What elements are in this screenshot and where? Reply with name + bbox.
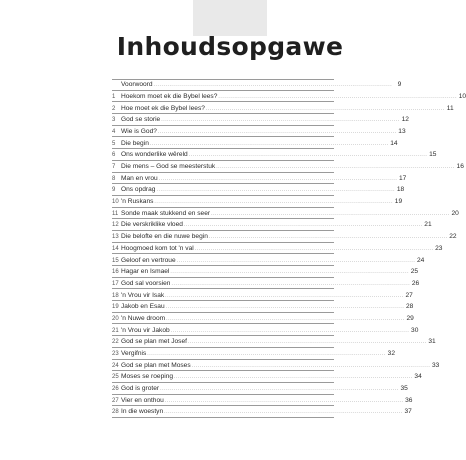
toc-dot-leader: ........................................................................................................................ (191, 362, 431, 369)
toc-dot-leader: ........................................................................................................................ (170, 327, 410, 334)
toc-chapter-title: In die woestyn (121, 408, 164, 416)
toc-row (112, 79, 402, 91)
toc-dot-leader: ........................................................................................................................ (147, 351, 386, 357)
toc-chapter-title: God se plan met Josef (121, 338, 187, 346)
toc-chapter-title: 'n Nuwe droom (121, 314, 166, 322)
toc-page-number: 27 (405, 291, 413, 299)
toc-page-number: 14 (390, 139, 398, 147)
toc-row (112, 196, 403, 208)
toc-chapter-title: God is groter (121, 385, 160, 393)
toc-chapter-title: Voorwoord (121, 81, 153, 89)
toc-row (112, 137, 398, 149)
toc-row (112, 383, 408, 395)
toc-chapter-number: 1 (112, 93, 116, 100)
toc-chapter-title: Sonde maak stukkend en seer (121, 209, 211, 217)
toc-dot-leader: ........................................................................................................................ (165, 304, 405, 311)
toc-chapter-title: Hoogmoed kom tot 'n val (121, 244, 194, 252)
toc-row (112, 371, 422, 383)
toc-page-number: 34 (414, 373, 422, 381)
toc-chapter-number: 26 (112, 386, 119, 393)
toc-chapter-number: 24 (112, 362, 119, 369)
toc-row (112, 360, 440, 372)
toc-page-number: 22 (449, 233, 457, 241)
toc-row (112, 348, 395, 360)
toc-row (112, 266, 419, 278)
toc-chapter-title: Wie is God? (121, 127, 157, 135)
toc-row (112, 278, 420, 290)
toc-chapter-title: Geloof en vertroue (121, 256, 176, 264)
toc-chapter-title: Man en vrou (121, 174, 158, 182)
toc-page-number: 17 (399, 174, 407, 182)
toc-page-number: 31 (428, 338, 436, 346)
table-of-contents (112, 79, 466, 418)
toc-page-number: 32 (387, 350, 395, 357)
toc-chapter-number: 19 (112, 304, 119, 311)
toc-chapter-number: 9 (112, 187, 116, 194)
toc-row (112, 173, 407, 185)
toc-dot-leader: ........................................................................................................................ (153, 82, 393, 89)
toc-chapter-title: God se plan met Moses (121, 361, 191, 369)
toc-row (112, 336, 436, 348)
toc-chapter-number: 28 (112, 409, 119, 416)
toc-chapter-title: Jakob en Esau (121, 303, 165, 311)
toc-chapter-title: 'n Vrou vir Jakob (121, 326, 170, 334)
toc-chapter-title: Die verskriklike vloed (121, 221, 183, 229)
toc-dot-leader: ........................................................................................................................ (161, 117, 400, 124)
toc-page-number: 19 (394, 198, 403, 206)
toc-chapter-title: Ons opdrag (121, 186, 156, 194)
toc-page-number: 37 (404, 408, 412, 416)
toc-row (112, 184, 405, 196)
toc-row (112, 313, 414, 325)
toc-page-number: 29 (406, 314, 414, 322)
toc-page-number: 30 (411, 326, 419, 334)
toc-chapter-number: 21 (112, 327, 119, 334)
toc-dot-leader: ........................................................................................................................ (188, 152, 428, 159)
toc-chapter-title: 'n Ruskans (121, 198, 154, 206)
toc-row (112, 289, 413, 301)
toc-dot-leader: ........................................................................................................................ (194, 245, 434, 252)
toc-dot-leader: ........................................................................................................................ (187, 339, 427, 346)
toc-dot-leader: ........................................................................................................................ (205, 105, 445, 112)
toc-page-number: 11 (446, 104, 454, 112)
toc-dot-leader: ........................................................................................................................ (183, 222, 423, 229)
toc-chapter-number: 15 (112, 257, 119, 264)
toc-page-number: 16 (456, 163, 464, 170)
toc-page-number: 28 (405, 303, 414, 311)
toc-page-number: 35 (400, 385, 408, 393)
toc-row (112, 149, 437, 161)
toc-dot-leader: ........................................................................................................................ (176, 257, 416, 264)
toc-chapter-number: 5 (112, 140, 116, 147)
toc-page-number: 25 (410, 268, 419, 276)
toc-chapter-number: 11 (112, 210, 119, 217)
toc-chapter-number: 25 (112, 374, 119, 381)
toc-row (112, 324, 419, 336)
toc-dot-leader: ........................................................................................................................ (171, 280, 411, 287)
toc-chapter-number: 2 (112, 105, 116, 112)
toc-row (112, 231, 457, 243)
toc-dot-leader: ........................................................................................................................ (165, 292, 404, 299)
toc-page-number: 15 (429, 151, 437, 159)
toc-chapter-number: 6 (112, 152, 116, 159)
toc-chapter-number: 27 (112, 397, 119, 404)
toc-dot-leader: ........................................................................................................................ (164, 409, 403, 416)
toc-chapter-title: God se storie (121, 116, 161, 124)
toc-chapter-title: Moses se roeping (121, 373, 174, 381)
toc-dot-leader: ........................................................................................................................ (158, 175, 398, 182)
toc-chapter-number: 7 (112, 164, 116, 170)
toc-chapter-title: Hoekom moet ek die Bybel lees? (121, 92, 218, 100)
toc-dot-leader: ........................................................................................................................ (208, 234, 448, 241)
toc-chapter-number: 4 (112, 128, 116, 135)
toc-chapter-number: 10 (112, 199, 119, 206)
toc-page-number: 12 (401, 116, 409, 124)
toc-row (112, 102, 454, 114)
toc-dot-leader: ........................................................................................................................ (160, 386, 399, 393)
toc-chapter-title: Die belofte en die nuwe begin (121, 233, 208, 241)
toc-page-number: 36 (405, 396, 413, 404)
toc-dot-leader: ........................................................................................................................ (166, 315, 405, 322)
toc-row (112, 301, 414, 313)
toc-chapter-number: 22 (112, 339, 119, 346)
toc-chapter-number: 17 (112, 280, 119, 287)
toc-chapter-number: 16 (112, 269, 119, 276)
toc-page-number: 26 (411, 279, 420, 287)
toc-chapter-number: 20 (112, 315, 119, 322)
toc-chapter-title: Vier en onthou (121, 396, 164, 404)
toc-page-number: 23 (435, 244, 443, 252)
toc-row (112, 406, 412, 418)
toc-dot-leader: ........................................................................................................................ (156, 187, 396, 194)
toc-page-number: 20 (451, 209, 459, 217)
toc-row (112, 395, 413, 407)
page-title: Inhoudsopgawe (116, 32, 344, 61)
toc-chapter-title: God sal voorsien (121, 279, 171, 287)
toc-dot-leader: ........................................................................................................................ (157, 128, 397, 135)
toc-chapter-title: 'n Vrou vir Isak (121, 291, 165, 299)
page-tab-decoration (193, 0, 267, 36)
toc-page-number: 18 (396, 186, 405, 194)
toc-dot-leader: ........................................................................................................................ (170, 269, 410, 276)
toc-dot-leader: ........................................................................................................................ (218, 93, 458, 100)
toc-chapter-title: Die mens – God se meesterstuk (121, 163, 216, 170)
toc-page-number: 9 (397, 81, 402, 89)
toc-chapter-number: 13 (112, 234, 119, 241)
toc-page-number: 13 (398, 127, 406, 135)
toc-row (112, 219, 432, 231)
toc-dot-leader: ........................................................................................................................ (174, 374, 413, 381)
toc-chapter-title: Die begin (121, 139, 149, 147)
toc-page-number: 33 (432, 361, 440, 369)
toc-page-number: 21 (424, 221, 432, 229)
toc-dot-leader: ........................................................................................................................ (164, 397, 404, 404)
toc-row (112, 243, 443, 255)
toc-row (112, 126, 406, 138)
toc-chapter-number: 3 (112, 117, 116, 124)
toc-chapter-number: 14 (112, 245, 119, 252)
toc-row (112, 208, 459, 220)
toc-chapter-number: 23 (112, 351, 119, 357)
toc-chapter-title: Vergifnis (121, 350, 147, 357)
toc-chapter-number: 8 (112, 175, 116, 182)
toc-row (112, 114, 409, 126)
toc-page-number: 10 (458, 92, 466, 100)
toc-row (112, 254, 425, 266)
toc-dot-leader: ........................................................................................................................ (154, 199, 394, 206)
toc-row (112, 161, 464, 173)
toc-dot-leader: ........................................................................................................................ (211, 210, 450, 217)
toc-chapter-title: Hoe moet ek die Bybel lees? (121, 104, 205, 112)
toc-chapter-title: Ons wonderlike wêreld (121, 151, 188, 159)
toc-dot-leader: ........................................................................................................................ (216, 164, 455, 170)
toc-page-number: 24 (416, 256, 425, 264)
toc-chapter-title: Hagar en Ismael (121, 268, 170, 276)
toc-chapter-number: 12 (112, 222, 119, 229)
toc-dot-leader: ........................................................................................................................ (149, 140, 389, 147)
toc-row (112, 91, 466, 103)
toc-chapter-number: 18 (112, 292, 119, 299)
